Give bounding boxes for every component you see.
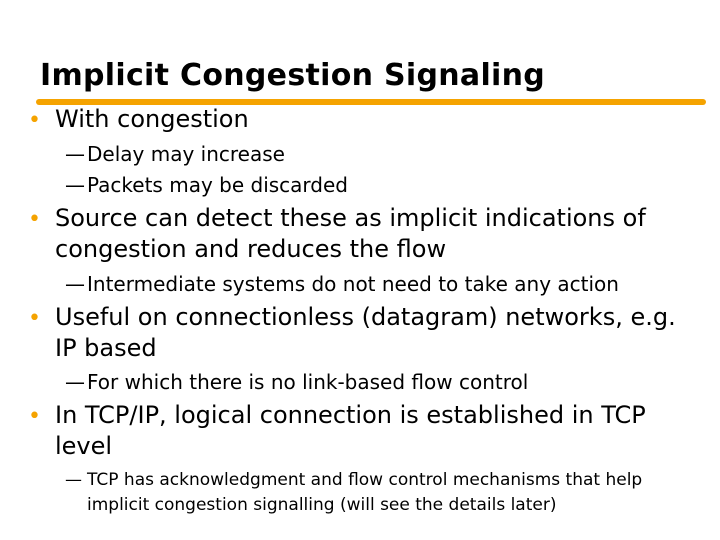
sub-bullet-3-1-text: For which there is no link-based flow control	[87, 370, 529, 394]
sub-bullet-1-1-text: Delay may increase	[87, 142, 285, 166]
dash-icon: —	[65, 173, 85, 197]
bullet-1	[28, 104, 249, 136]
bullet-2	[28, 203, 646, 235]
sub-bullet-1-2	[65, 170, 348, 200]
sub-bullet-2-1	[65, 269, 619, 299]
bullet-3	[28, 302, 676, 334]
bullet-3-text-line-1: Useful on connectionless (datagram) networks, e.g.	[55, 303, 676, 331]
bullet-dot-icon: •	[28, 306, 41, 331]
dash-icon: —	[65, 370, 85, 394]
slide-title: Implicit Congestion Signaling	[40, 58, 546, 93]
bullet-dot-icon: •	[28, 404, 41, 429]
dash-icon: —	[65, 142, 85, 166]
sub-bullet-2-1-text: Intermediate systems do not need to take any action	[87, 272, 619, 296]
bullet-4-text-line-1: In TCP/IP, logical connection is established in TCP	[55, 401, 646, 429]
dash-icon: —	[65, 272, 85, 296]
sub-bullet-1-2-text: Packets may be discarded	[87, 173, 348, 197]
sub-bullet-3-1	[65, 367, 528, 397]
bullet-1-text: With congestion	[55, 105, 249, 133]
sub-bullet-4-1	[65, 467, 642, 494]
bullet-4-text-line-2: level	[55, 432, 113, 460]
bullet-2-text-line-2: congestion and reduces the flow	[55, 235, 447, 263]
bullet-2-text-line-1: Source can detect these as implicit indications of	[55, 204, 646, 232]
bullet-4	[28, 400, 646, 432]
bullet-dot-icon: •	[28, 207, 41, 232]
sub-bullet-4-1-text-line-2: implicit congestion signalling (will see the details later)	[87, 495, 557, 515]
bullet-dot-icon: •	[28, 108, 41, 133]
sub-bullet-1-1	[65, 139, 285, 169]
bullet-3-text-line-2: IP based	[55, 334, 157, 362]
dash-icon: —	[65, 470, 82, 490]
sub-bullet-4-1-text-line-1: TCP has acknowledgment and flow control mechanisms that help	[87, 470, 643, 490]
